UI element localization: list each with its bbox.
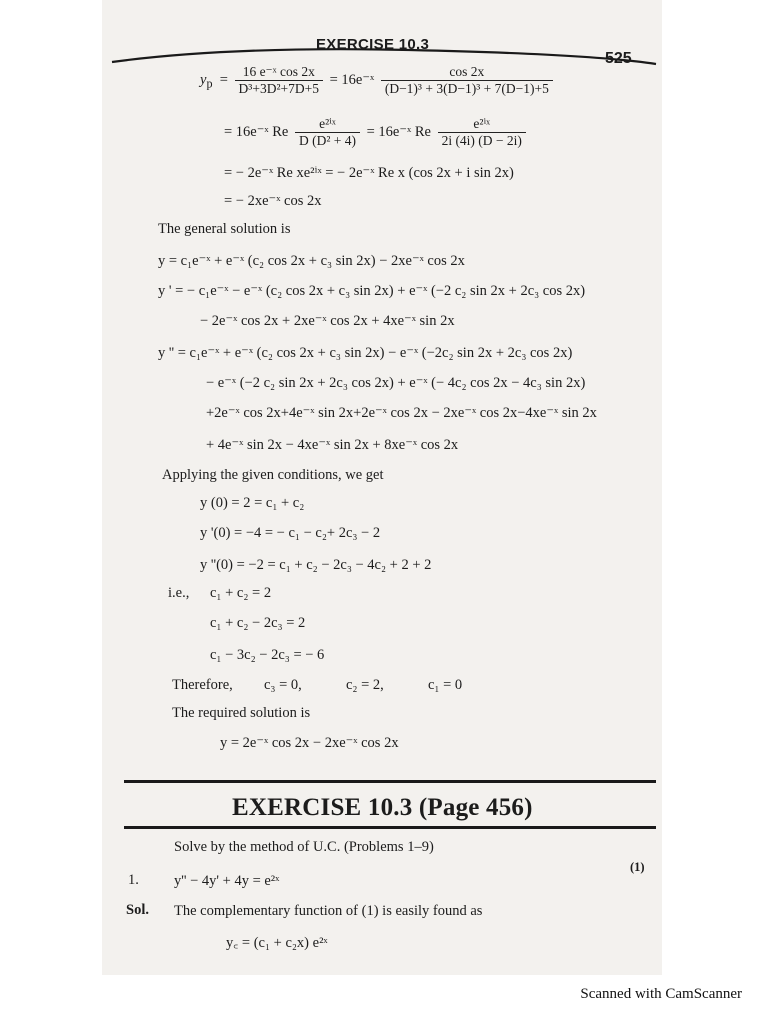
condition-y-double-prime-0: y ''(0) = −2 = c₁ + c₂ − 2c₃ − 4c₂ + 2 + 2 xyxy=(200,557,432,573)
equation-system-2: c₁ + c₂ − 2c₃ = 2 xyxy=(210,615,306,631)
exercise-title: EXERCISE 10.3 (Page 456) xyxy=(232,794,533,821)
complementary-function: y꜀ = (c₁ + c₂x) e²ˣ xyxy=(226,935,328,951)
yp-frac3-numerator: e²ⁱˣ xyxy=(295,116,360,133)
second-derivative-line-2: − e⁻ˣ (−2 c₂ sin 2x + 2c₃ cos 2x) + e⁻ˣ (− 4c₂ cos 2x − 4c₃ sin 2x) xyxy=(206,375,586,391)
yp-subscript: p xyxy=(206,76,213,91)
yp-fraction-3 xyxy=(295,116,360,149)
first-derivative-line-2: − 2e⁻ˣ cos 2x + 2xe⁻ˣ cos 2x + 4xe⁻ˣ sin 2x xyxy=(200,313,455,329)
condition-y0: y (0) = 2 = c₁ + c₂ xyxy=(200,495,305,511)
yp-line2-middle: = 16e⁻ˣ Re xyxy=(366,123,431,140)
solution-c3: c₃ = 0, xyxy=(264,677,302,693)
ie-label: i.e., xyxy=(168,585,190,601)
equation-tag: (1) xyxy=(630,860,645,874)
conditions-intro: Applying the given conditions, we get xyxy=(162,467,384,483)
solution-text: The complementary function of (1) is easily found as xyxy=(174,903,483,919)
scanner-watermark: Scanned with CamScanner xyxy=(580,986,742,1002)
general-solution-intro: The general solution is xyxy=(158,221,291,237)
section-rule-top xyxy=(124,780,656,783)
section-rule-bottom xyxy=(124,826,656,829)
yp-line-3: = − 2e⁻ˣ Re xe²ⁱˣ = − 2e⁻ˣ Re x (cos 2x + i sin 2x) xyxy=(224,165,514,181)
yp-label: y xyxy=(200,71,207,88)
solution-c2: c₂ = 2, xyxy=(346,677,384,693)
yp-line-1: $y_p$ = $\frac{\text{16 e⁻ˣ cos 2x}}{\text{D³+3D²+7D+5}}$ = 16e⁻ˣ $\frac{\cos 2x}{\text{(D−1)³ + 3(D−1)³ + 7(D−1)+5}}$ xyxy=(200,64,556,97)
yp-frac1-denominator: D³+3D²+7D+5 xyxy=(238,81,319,96)
problem-equation: y'' − 4y' + 4y = e²ˣ xyxy=(174,873,280,889)
exercise-instruction: Solve by the method of U.C. (Problems 1–9) xyxy=(174,839,434,855)
yp-frac4-numerator: e²ⁱˣ xyxy=(438,116,526,133)
problem-number: 1. xyxy=(128,872,139,888)
therefore-label: Therefore, xyxy=(172,677,233,693)
yp-fraction-1 xyxy=(235,64,323,97)
yp-line1-middle: = 16e⁻ˣ xyxy=(329,71,375,88)
general-solution-y: y = c₁e⁻ˣ + e⁻ˣ (c₂ cos 2x + c₃ sin 2x) − 2xe⁻ˣ cos 2x xyxy=(158,253,465,269)
final-solution: y = 2e⁻ˣ cos 2x − 2xe⁻ˣ cos 2x xyxy=(220,735,399,751)
page-number: 525 xyxy=(605,50,632,67)
yp-frac1-numerator: 16 e⁻ˣ cos 2x xyxy=(235,64,323,81)
solution-c1: c₁ = 0 xyxy=(428,677,463,693)
yp-fraction-2 xyxy=(381,64,553,97)
equation-system-3: c₁ − 3c₂ − 2c₃ = − 6 xyxy=(210,647,325,663)
condition-y-prime-0: y '(0) = −4 = − c₁ − c₂+ 2c₃ − 2 xyxy=(200,525,381,541)
second-derivative-line-3: +2e⁻ˣ cos 2x+4e⁻ˣ sin 2x+2e⁻ˣ cos 2x − 2xe⁻ˣ cos 2x−4xe⁻ˣ sin 2x xyxy=(206,405,597,421)
solution-label: Sol. xyxy=(126,902,149,918)
yp-frac2-denominator: (D−1)³ + 3(D−1)³ + 7(D−1)+5 xyxy=(384,81,549,96)
book-page xyxy=(102,0,662,975)
equation-system-1: c₁ + c₂ = 2 xyxy=(210,585,272,601)
first-derivative-line-1: y ' = − c₁e⁻ˣ − e⁻ˣ (c₂ cos 2x + c₃ sin 2x) + e⁻ˣ (−2 c₂ sin 2x + 2c₃ cos 2x) xyxy=(158,283,586,299)
running-header-title: EXERCISE 10.3 xyxy=(316,36,430,53)
yp-line-2 xyxy=(224,116,529,149)
yp-line-4: = − 2xe⁻ˣ cos 2x xyxy=(224,193,322,209)
yp-frac2-numerator: cos 2x xyxy=(381,64,553,81)
yp-frac4-denominator: 2i (4i) (D − 2i) xyxy=(441,133,522,148)
second-derivative-line-1: y '' = c₁e⁻ˣ + e⁻ˣ (c₂ cos 2x + c₃ sin 2x) − e⁻ˣ (−2c₂ sin 2x + 2c₃ cos 2x) xyxy=(158,345,573,361)
yp-frac3-denominator: D (D² + 4) xyxy=(298,133,356,148)
required-solution-intro: The required solution is xyxy=(172,705,311,721)
yp-line2-lead: = 16e⁻ˣ Re xyxy=(224,123,289,140)
second-derivative-line-4: + 4e⁻ˣ sin 2x − 4xe⁻ˣ sin 2x + 8xe⁻ˣ cos 2x xyxy=(206,437,459,453)
yp-fraction-4 xyxy=(438,116,526,149)
